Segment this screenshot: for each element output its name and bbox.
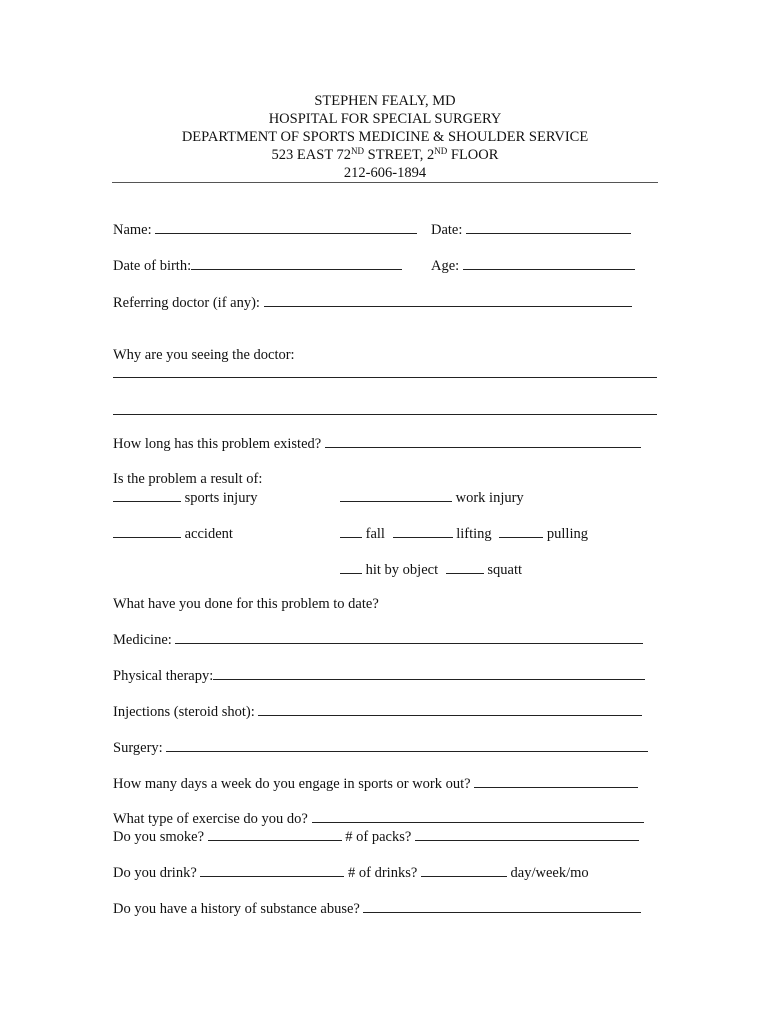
medicine-row <box>113 630 643 649</box>
referring-row <box>113 293 632 312</box>
dob-label: Date of birth: <box>113 258 192 274</box>
packs-field[interactable] <box>415 827 639 841</box>
injections-label: Injections (steroid shot): <box>113 704 255 720</box>
squatt-field[interactable] <box>446 560 484 574</box>
done-label: What have you done for this problem to date? <box>113 596 379 612</box>
how-long-field[interactable] <box>325 434 641 448</box>
accident-row <box>113 524 233 543</box>
name-field[interactable] <box>155 220 417 234</box>
hit-by-object-label: hit by object <box>365 562 439 578</box>
fall-field[interactable] <box>340 524 362 538</box>
referring-label: Referring doctor (if any): <box>113 295 260 311</box>
exercise-row <box>113 809 644 828</box>
drink-row <box>113 863 589 882</box>
lifting-field[interactable] <box>393 524 453 538</box>
hospital-name: HOSPITAL FOR SPECIAL SURGERY <box>268 111 502 127</box>
accident-field[interactable] <box>113 524 181 538</box>
days-label: How many days a week do you engage in sports or work out? <box>113 776 471 792</box>
address: 523 EAST 72ND STREET, 2ND FLOOR <box>271 146 499 163</box>
pt-row <box>113 666 645 685</box>
medicine-label: Medicine: <box>113 632 172 648</box>
date-row <box>431 220 631 239</box>
lifting-label: lifting <box>456 526 492 542</box>
drinks-field[interactable] <box>421 863 507 877</box>
age-label: Age: <box>431 258 460 274</box>
surgery-field[interactable] <box>166 738 648 752</box>
surgery-row <box>113 738 648 757</box>
age-field[interactable] <box>463 256 635 270</box>
substance-label: Do you have a history of substance abuse? <box>113 901 360 917</box>
doctor-name: STEPHEN FEALY, MD <box>314 93 456 109</box>
fall-label: fall <box>365 526 385 542</box>
why-field-line-2[interactable] <box>113 414 657 415</box>
packs-label: # of packs? <box>345 829 412 845</box>
smoke-field[interactable] <box>208 827 342 841</box>
work-injury-field[interactable] <box>340 488 452 502</box>
referring-field[interactable] <box>264 293 632 307</box>
work-injury-label: work injury <box>455 490 524 506</box>
how-long-label: How long has this problem existed? <box>113 436 322 452</box>
sports-injury-row <box>113 488 258 507</box>
pt-field[interactable] <box>213 666 645 680</box>
smoke-row <box>113 827 639 846</box>
date-field[interactable] <box>466 220 631 234</box>
pt-label: Physical therapy: <box>113 668 214 684</box>
letterhead <box>112 92 658 182</box>
exercise-label: What type of exercise do you do? <box>113 811 308 827</box>
medicine-field[interactable] <box>175 630 643 644</box>
dob-row <box>113 256 402 275</box>
accident-label: accident <box>184 526 233 542</box>
how-long-row <box>113 434 641 453</box>
name-row <box>113 220 417 239</box>
days-row <box>113 774 638 793</box>
smoke-label: Do you smoke? <box>113 829 205 845</box>
injections-field[interactable] <box>258 702 642 716</box>
pulling-label: pulling <box>546 526 588 542</box>
work-injury-row <box>340 488 524 507</box>
dob-field[interactable] <box>191 256 402 270</box>
sports-injury-field[interactable] <box>113 488 181 502</box>
result-label: Is the problem a result of: <box>113 471 263 487</box>
substance-field[interactable] <box>363 899 641 913</box>
days-field[interactable] <box>474 774 638 788</box>
drink-field[interactable] <box>200 863 344 877</box>
drinks-label: # of drinks? <box>348 865 418 881</box>
squatt-label: squatt <box>487 562 523 578</box>
name-label: Name: <box>113 222 152 238</box>
injections-row <box>113 702 642 721</box>
mechanism-row-2 <box>340 560 522 579</box>
why-label: Why are you seeing the doctor: <box>113 347 295 363</box>
phone-number: 212-606-1894 <box>343 165 427 181</box>
header-divider <box>112 182 658 183</box>
per-label: day/week/mo <box>510 865 589 881</box>
exercise-field[interactable] <box>312 809 644 823</box>
sports-injury-label: sports injury <box>184 490 258 506</box>
age-row <box>431 256 635 275</box>
hit-by-object-field[interactable] <box>340 560 362 574</box>
mechanism-row-1 <box>340 524 588 543</box>
date-label: Date: <box>431 222 463 238</box>
pulling-field[interactable] <box>499 524 543 538</box>
drink-label: Do you drink? <box>113 865 197 881</box>
department-name: DEPARTMENT OF SPORTS MEDICINE & SHOULDER SERVICE <box>181 129 589 145</box>
substance-row <box>113 899 641 918</box>
why-field-line-1[interactable] <box>113 377 657 378</box>
surgery-label: Surgery: <box>113 740 163 756</box>
